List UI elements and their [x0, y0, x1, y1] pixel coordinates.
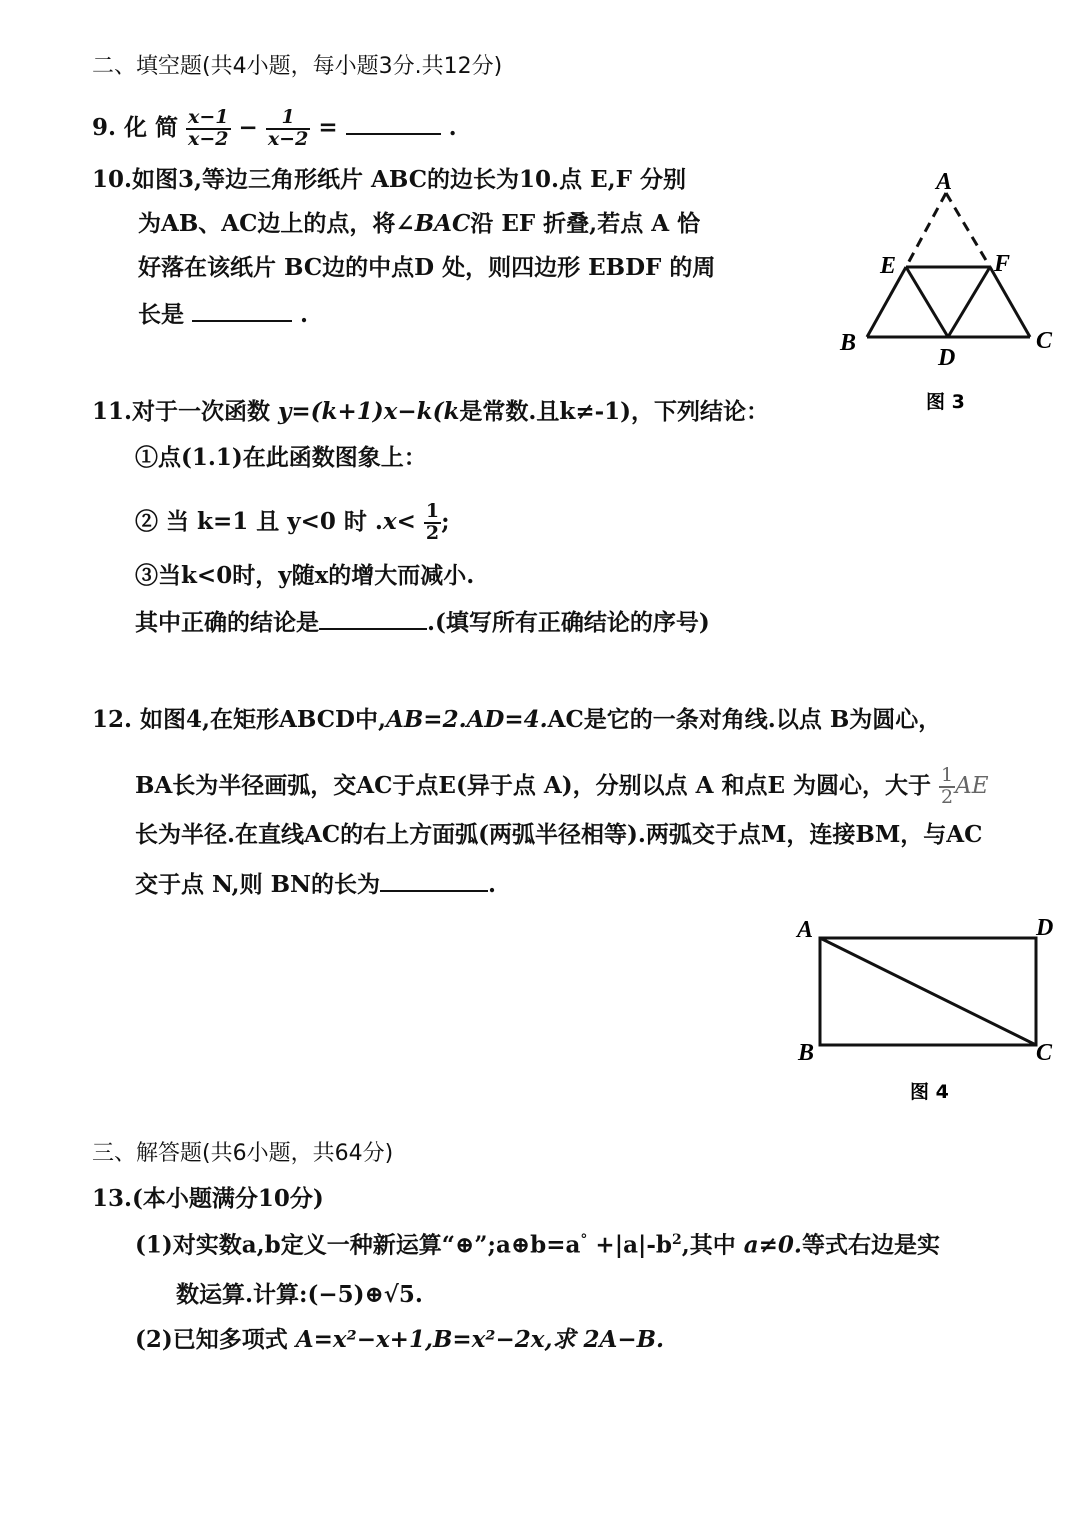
- q11-half-denominator: 2: [425, 521, 440, 544]
- q9-frac2-numerator: 1: [266, 108, 310, 130]
- q12-line-1a: 12. 如图4,在矩形ABCD中,: [92, 706, 387, 733]
- q11-line-1a: 11.对于一次函数: [92, 398, 271, 425]
- q9-fraction-1: [186, 108, 230, 150]
- q11-item-3: ③当k<0时，y随x的增大而减小.: [135, 562, 475, 589]
- fig3-label-b: B: [840, 330, 857, 356]
- q12-answer-blank[interactable]: [380, 870, 488, 892]
- q13-title: 13.(本小题满分10分): [92, 1185, 324, 1212]
- q13-p2-expression: A=x²−x+1,B=x²−2x,求 2A−B.: [295, 1326, 665, 1353]
- fig3-segment-ed: [906, 267, 948, 337]
- q11-half-fraction: [424, 502, 441, 544]
- q13-p2a: (2)已知多项式: [135, 1326, 288, 1353]
- q10-line-1: 10.如图3,等边三角形纸片 ABC的边长为10.点 E,F 分别: [92, 166, 686, 193]
- fig3-dashed-ae: [906, 193, 946, 267]
- q13-p1-sup-2: 2: [671, 1232, 682, 1248]
- q13-p1-line-1d: 等式右边是实: [801, 1231, 940, 1259]
- q13-p1-sup-1: °: [580, 1232, 588, 1248]
- q11-function: y=(k+1)x−k(k: [278, 398, 460, 425]
- q9-equals: =: [318, 113, 338, 141]
- q13-p1-line-1b: +|a|-b: [587, 1231, 672, 1259]
- fig3-label-d: D: [938, 345, 956, 371]
- q10-line-2b: 沿 EF 折叠,若点 A 恰: [470, 210, 701, 237]
- q12-line-4: [135, 870, 496, 896]
- q12-line-4a: 交于点 N,则 BN的长为: [135, 871, 381, 898]
- q12-ae: AE: [955, 772, 989, 799]
- q12-half-denominator: 2: [941, 785, 954, 808]
- q11-answer-line: [135, 608, 710, 634]
- question-9: [92, 108, 457, 150]
- q10-line-4: [138, 300, 308, 326]
- q9-frac1-numerator: x−1: [188, 106, 229, 128]
- q11-half-numerator: 1: [425, 500, 440, 522]
- q11-item-2-math: x<: [382, 507, 416, 535]
- q13-part1-line-1: [135, 1233, 940, 1257]
- q13-part1-line-2: [176, 1283, 423, 1306]
- q11-item-2a: ② 当 k=1 且 y<0 时 .: [135, 507, 383, 535]
- q13-p1-line-1c: ,其中: [681, 1231, 736, 1259]
- q10-angle-bac: ∠BAC: [395, 210, 471, 237]
- q11-answer-blank[interactable]: [319, 608, 427, 630]
- fig3-caption: 图 3: [926, 391, 965, 413]
- q13-p1-line-1a: (1)对实数a,b定义一种新运算“⊕”;a⊕b=a: [135, 1231, 581, 1259]
- q10-end: .: [300, 301, 309, 328]
- q9-minus: −: [238, 113, 258, 141]
- fig3-label-a: A: [936, 169, 953, 195]
- q12-line-1-math: AB=2.AD=4.: [386, 706, 548, 733]
- q12-line-1: [92, 708, 941, 731]
- q10-answer-blank[interactable]: [192, 300, 292, 322]
- q9-answer-blank[interactable]: [346, 113, 441, 135]
- fig4-diagonal-ac: [820, 938, 1036, 1045]
- q11-item-2-end: ;: [441, 507, 450, 535]
- q10-line-4-text: 长是: [138, 301, 184, 328]
- q9-frac2-denominator: x−2: [267, 127, 309, 150]
- figure-4: [790, 905, 1070, 1110]
- q12-line-2a: BA长为半径画弧，交AC于点E(异于点 A)，分别以点 A 和点E 为圆心，大于: [135, 771, 931, 799]
- q13-part2: [135, 1328, 664, 1351]
- fig3-label-f: F: [994, 251, 1011, 277]
- section2-title: 二、填空题(共4小题，每小题3分.共12分): [92, 54, 503, 79]
- fig3-label-e: E: [880, 253, 897, 279]
- q11-answer-b: .(填写所有正确结论的序号): [427, 609, 710, 636]
- fig4-label-b: B: [798, 1040, 815, 1066]
- q12-line-1b: AC是它的一条对角线.以点 B为圆心，: [547, 706, 942, 733]
- fig4-label-d: D: [1036, 915, 1054, 941]
- q12-end: .: [488, 871, 497, 898]
- q10-line-3: 好落在该纸片 BC边的中点D 处，则四边形 EBDF 的周: [138, 254, 716, 281]
- q9-end: .: [448, 113, 457, 141]
- fig4-label-c: C: [1036, 1040, 1053, 1066]
- q13-p1-expression: (−5)⊕√5.: [307, 1281, 423, 1308]
- q13-p1-line-2a: 数运算.计算:: [176, 1281, 308, 1308]
- fig4-caption: 图 4: [910, 1081, 949, 1103]
- q10-line-2a: 为AB、AC边上的点，将: [138, 210, 396, 237]
- q11-item-2: [135, 502, 450, 544]
- q11-line-1: [92, 400, 769, 423]
- q9-fraction-2: [266, 108, 310, 150]
- q9-prefix: 9. 化 简: [92, 113, 179, 141]
- q9-frac1-denominator: x−2: [188, 127, 229, 150]
- fig4-label-a: A: [797, 917, 814, 943]
- q12-line-3: 长为半径.在直线AC的右上方面弧(两弧半径相等).两弧交于点M，连接BM，与AC: [135, 821, 983, 848]
- fig3-segment-fc: [990, 267, 1030, 337]
- q11-item-1: ①点(1.1)在此函数图象上：: [135, 444, 427, 471]
- q13-p1-condition: a≠0.: [743, 1231, 802, 1259]
- q12-half-numerator: 1: [941, 764, 954, 786]
- fig3-segment-fd: [948, 267, 990, 337]
- fig3-label-c: C: [1036, 328, 1053, 354]
- q11-answer-a: 其中正确的结论是: [135, 609, 319, 636]
- q12-line-2: [135, 766, 989, 808]
- section3-title: 三、解答题(共6小题，共64分): [92, 1141, 394, 1166]
- q11-line-1b: 是常数.且k≠-1)，下列结论：: [459, 398, 770, 425]
- q12-half-fraction: [939, 766, 955, 808]
- q10-line-2: [138, 212, 700, 235]
- fig3-dashed-af: [946, 193, 990, 267]
- figure-3: [830, 165, 1070, 420]
